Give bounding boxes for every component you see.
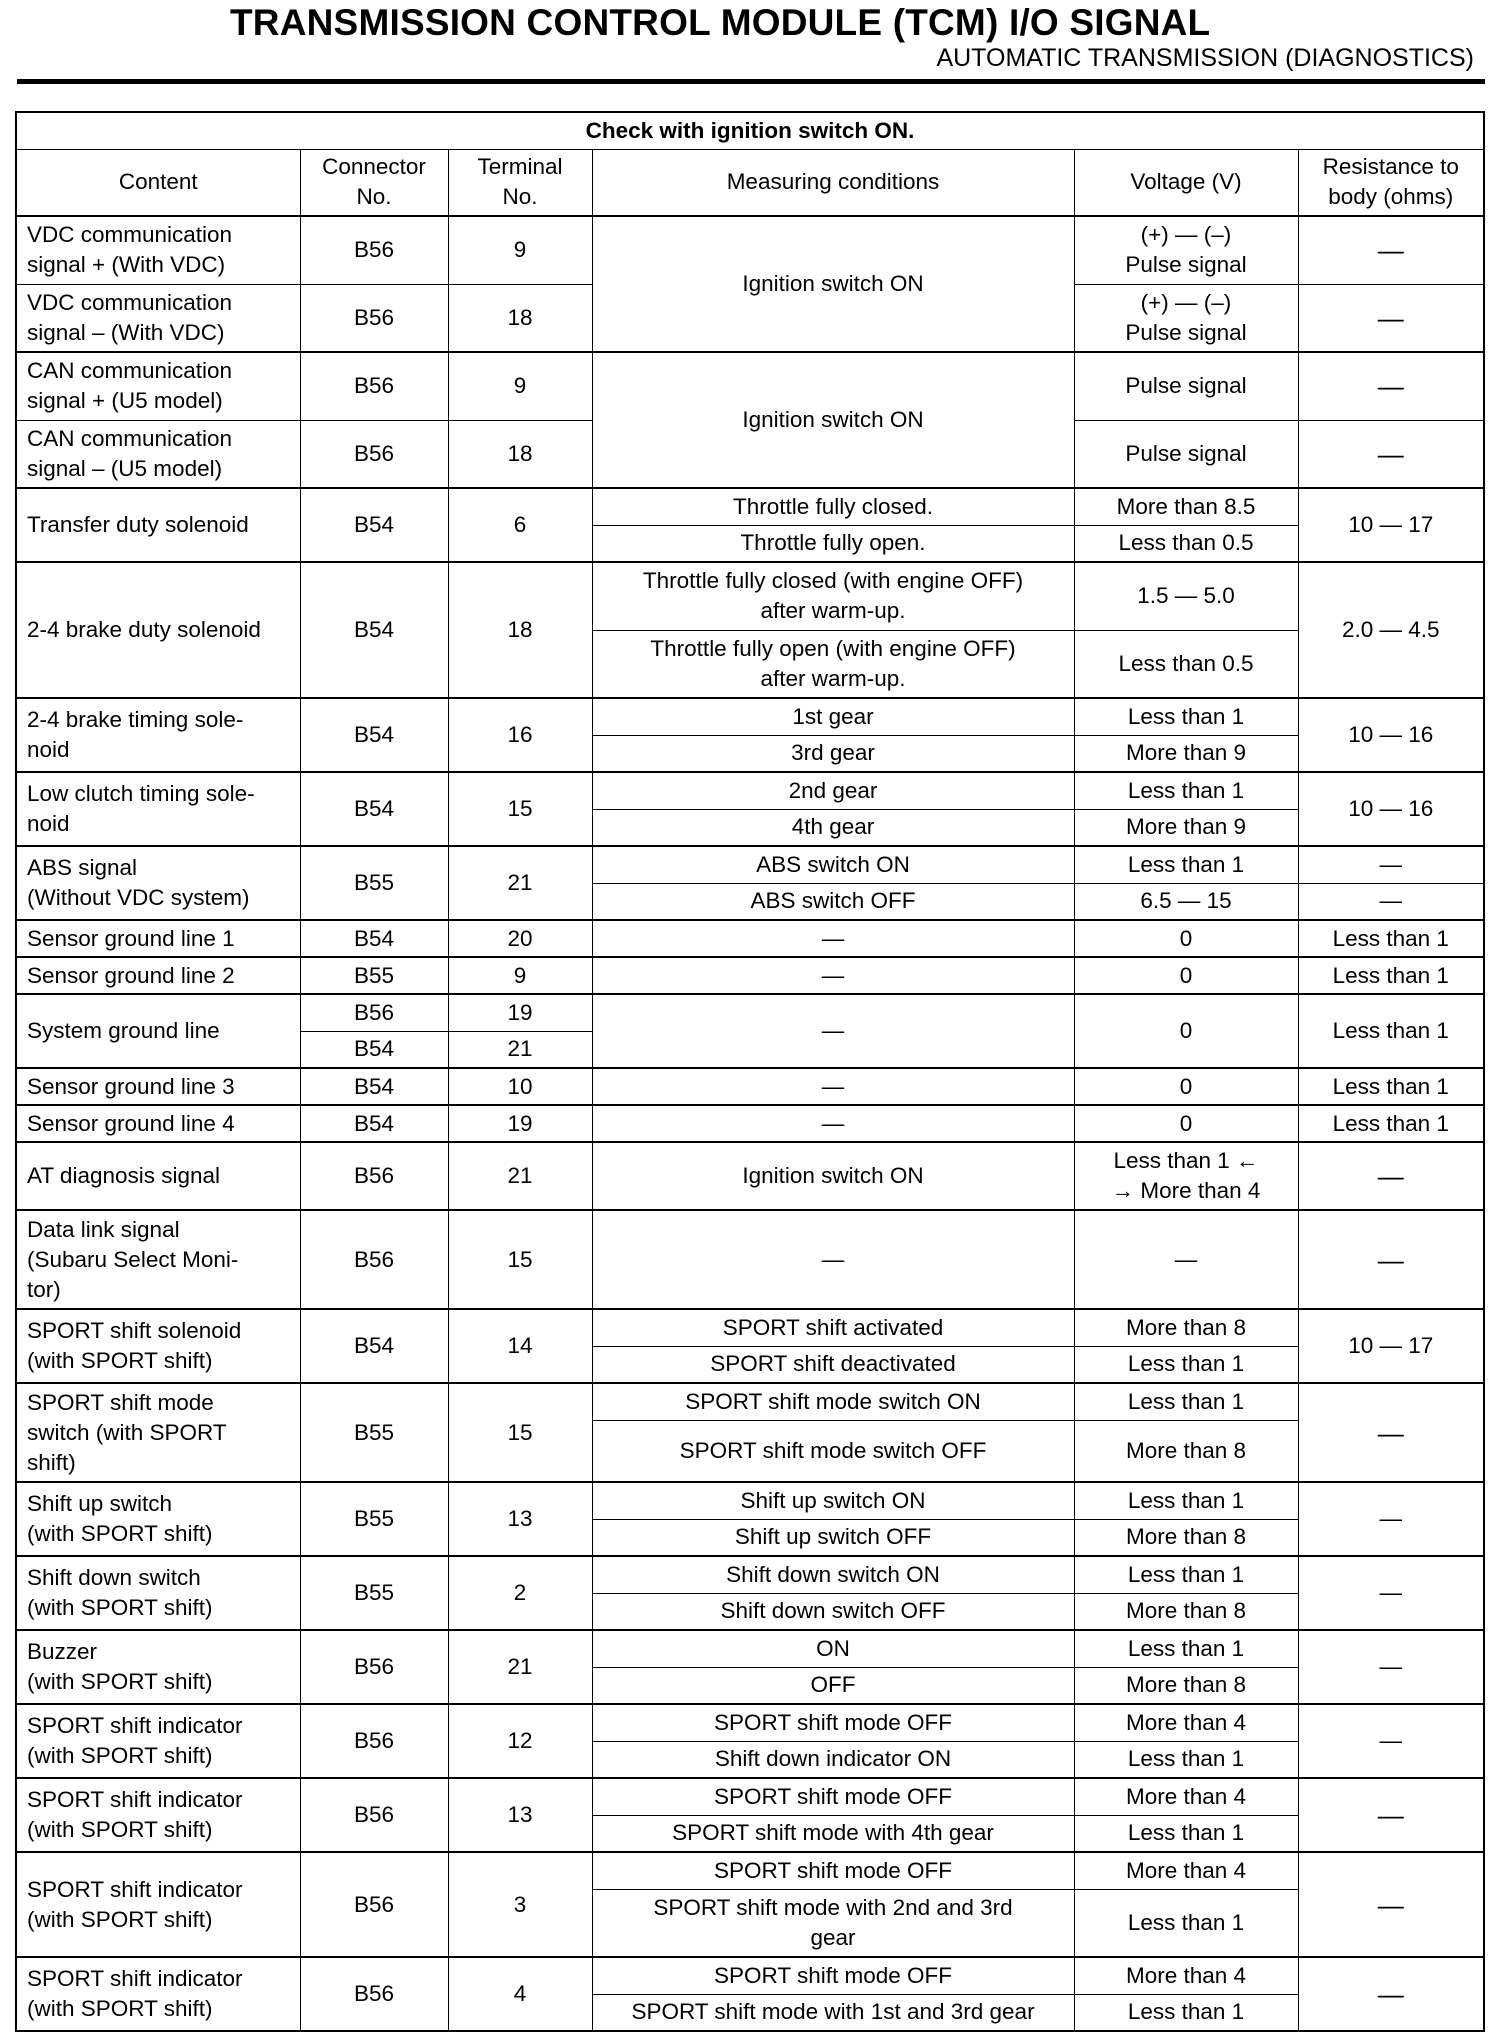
row-condition: Throttle fully closed. — [592, 488, 1074, 525]
row-resistance: — — [1298, 1383, 1484, 1482]
row-content: Data link signal (Subaru Select Moni- tor) — [16, 1210, 300, 1309]
row-condition: SPORT shift mode OFF — [592, 1852, 1074, 1889]
row-condition: Shift down indicator ON — [592, 1741, 1074, 1778]
row-condition: SPORT shift mode OFF — [592, 1778, 1074, 1815]
row-connector: B56 — [300, 1778, 448, 1852]
row-terminal: 3 — [448, 1852, 592, 1957]
row-condition: Shift down switch OFF — [592, 1593, 1074, 1630]
row-voltage: More than 8 — [1074, 1519, 1298, 1556]
row-connector: B54 — [300, 1068, 448, 1105]
row-resistance: — — [1298, 1210, 1484, 1309]
row-voltage: (+) — (–) Pulse signal — [1074, 216, 1298, 284]
row-condition: Ignition switch ON — [592, 216, 1074, 352]
row-connector: B55 — [300, 1556, 448, 1630]
row-content: VDC communication signal – (With VDC) — [16, 284, 300, 352]
row-voltage: 0 — [1074, 994, 1298, 1068]
row-content: Sensor ground line 2 — [16, 957, 300, 994]
row-content: SPORT shift indicator (with SPORT shift) — [16, 1704, 300, 1778]
row-connector: B54 — [300, 772, 448, 846]
row-resistance: — — [1298, 1704, 1484, 1778]
row-connector: B56 — [300, 994, 448, 1031]
row-condition: Shift up switch ON — [592, 1482, 1074, 1519]
row-condition: ON — [592, 1630, 1074, 1667]
row-terminal: 9 — [448, 216, 592, 284]
row-resistance: — — [1298, 1778, 1484, 1852]
column-header-terminal: Terminal No. — [448, 149, 592, 216]
row-content: Shift up switch (with SPORT shift) — [16, 1482, 300, 1556]
row-voltage: — — [1074, 1210, 1298, 1309]
row-connector: B56 — [300, 1210, 448, 1309]
row-condition: — — [592, 994, 1074, 1068]
row-condition: — — [592, 920, 1074, 957]
row-connector: B56 — [300, 1957, 448, 2031]
row-voltage: More than 9 — [1074, 735, 1298, 772]
row-condition: — — [592, 1068, 1074, 1105]
row-voltage: Less than 1 — [1074, 1889, 1298, 1957]
row-condition: Throttle fully open. — [592, 525, 1074, 562]
row-voltage: Less than 1 — [1074, 846, 1298, 883]
row-content: Buzzer (with SPORT shift) — [16, 1630, 300, 1704]
row-resistance: 2.0 — 4.5 — [1298, 562, 1484, 698]
row-terminal: 21 — [448, 1142, 592, 1210]
row-condition: SPORT shift activated — [592, 1309, 1074, 1346]
row-resistance: 10 — 16 — [1298, 698, 1484, 772]
column-header-conditions: Measuring conditions — [592, 149, 1074, 216]
row-voltage: Less than 1 — [1074, 1630, 1298, 1667]
io-signal-table — [15, 111, 1485, 2032]
row-terminal: 21 — [448, 846, 592, 920]
row-terminal: 18 — [448, 562, 592, 698]
row-voltage: More than 9 — [1074, 809, 1298, 846]
row-voltage: Pulse signal — [1074, 420, 1298, 488]
row-terminal: 13 — [448, 1482, 592, 1556]
row-content: SPORT shift indicator (with SPORT shift) — [16, 1852, 300, 1957]
column-header-resistance: Resistance to body (ohms) — [1298, 149, 1484, 216]
row-condition: 1st gear — [592, 698, 1074, 735]
row-condition: Shift up switch OFF — [592, 1519, 1074, 1556]
row-connector: B54 — [300, 1309, 448, 1383]
row-terminal: 15 — [448, 1383, 592, 1482]
row-voltage: More than 4 — [1074, 1852, 1298, 1889]
table-caption: Check with ignition switch ON. — [16, 112, 1484, 149]
row-terminal: 6 — [448, 488, 592, 562]
row-resistance: 10 — 17 — [1298, 1309, 1484, 1383]
row-resistance: — — [1298, 1142, 1484, 1210]
row-connector: B54 — [300, 562, 448, 698]
row-terminal: 15 — [448, 1210, 592, 1309]
row-resistance: Less than 1 — [1298, 920, 1484, 957]
row-connector: B56 — [300, 1704, 448, 1778]
row-terminal: 19 — [448, 994, 592, 1031]
row-content: ABS signal (Without VDC system) — [16, 846, 300, 920]
column-header-voltage: Voltage (V) — [1074, 149, 1298, 216]
row-voltage: Less than 1 — [1074, 1482, 1298, 1519]
row-resistance: — — [1298, 284, 1484, 352]
row-terminal: 18 — [448, 420, 592, 488]
row-content: Transfer duty solenoid — [16, 488, 300, 562]
row-voltage: 0 — [1074, 957, 1298, 994]
row-resistance: Less than 1 — [1298, 1105, 1484, 1142]
page-title: TRANSMISSION CONTROL MODULE (TCM) I/O SIGNAL — [230, 2, 1211, 43]
row-voltage: More than 8 — [1074, 1593, 1298, 1630]
row-resistance: — — [1298, 1482, 1484, 1556]
row-connector: B56 — [300, 1142, 448, 1210]
row-condition: ABS switch OFF — [592, 883, 1074, 920]
row-content: SPORT shift indicator (with SPORT shift) — [16, 1957, 300, 2031]
row-connector: B56 — [300, 1630, 448, 1704]
row-voltage: 6.5 — 15 — [1074, 883, 1298, 920]
row-resistance: Less than 1 — [1298, 994, 1484, 1068]
row-voltage: Pulse signal — [1074, 352, 1298, 420]
row-voltage: More than 8 — [1074, 1420, 1298, 1482]
row-condition: 2nd gear — [592, 772, 1074, 809]
row-resistance: — — [1298, 883, 1484, 920]
row-voltage: More than 4 — [1074, 1704, 1298, 1741]
row-connector: B55 — [300, 846, 448, 920]
row-condition: 3rd gear — [592, 735, 1074, 772]
row-connector: B54 — [300, 488, 448, 562]
row-voltage: More than 8 — [1074, 1667, 1298, 1704]
row-terminal: 21 — [448, 1630, 592, 1704]
row-condition: Ignition switch ON — [592, 352, 1074, 488]
row-terminal: 19 — [448, 1105, 592, 1142]
row-content: CAN communication signal – (U5 model) — [16, 420, 300, 488]
row-content: SPORT shift mode switch (with SPORT shift) — [16, 1383, 300, 1482]
row-content: Shift down switch (with SPORT shift) — [16, 1556, 300, 1630]
row-condition: SPORT shift mode with 4th gear — [592, 1815, 1074, 1852]
row-content: VDC communication signal + (With VDC) — [16, 216, 300, 284]
row-terminal: 14 — [448, 1309, 592, 1383]
row-terminal: 21 — [448, 1031, 592, 1068]
row-voltage: Less than 1 — [1074, 1383, 1298, 1420]
row-content: Sensor ground line 1 — [16, 920, 300, 957]
row-connector: B55 — [300, 957, 448, 994]
row-resistance: 10 — 16 — [1298, 772, 1484, 846]
row-voltage: 1.5 — 5.0 — [1074, 562, 1298, 630]
row-resistance: Less than 1 — [1298, 957, 1484, 994]
row-condition: SPORT shift mode switch ON — [592, 1383, 1074, 1420]
row-voltage: Less than 1 ← → More than 4 — [1074, 1142, 1298, 1210]
row-content: AT diagnosis signal — [16, 1142, 300, 1210]
row-content: CAN communication signal + (U5 model) — [16, 352, 300, 420]
row-voltage: 0 — [1074, 1068, 1298, 1105]
row-voltage: Less than 1 — [1074, 1346, 1298, 1383]
row-resistance: — — [1298, 1852, 1484, 1957]
row-resistance: — — [1298, 1630, 1484, 1704]
row-condition: Shift down switch ON — [592, 1556, 1074, 1593]
row-condition: OFF — [592, 1667, 1074, 1704]
row-connector: B54 — [300, 698, 448, 772]
row-condition: SPORT shift mode switch OFF — [592, 1420, 1074, 1482]
row-voltage: Less than 1 — [1074, 698, 1298, 735]
row-resistance: — — [1298, 216, 1484, 284]
column-header-content: Content — [16, 149, 300, 216]
row-terminal: 15 — [448, 772, 592, 846]
row-terminal: 10 — [448, 1068, 592, 1105]
row-condition: — — [592, 1105, 1074, 1142]
row-content: SPORT shift indicator (with SPORT shift) — [16, 1778, 300, 1852]
row-condition: SPORT shift mode with 1st and 3rd gear — [592, 1994, 1074, 2031]
row-voltage: More than 4 — [1074, 1778, 1298, 1815]
row-terminal: 12 — [448, 1704, 592, 1778]
row-connector: B56 — [300, 216, 448, 284]
row-connector: B55 — [300, 1482, 448, 1556]
row-connector: B56 — [300, 420, 448, 488]
row-terminal: 9 — [448, 957, 592, 994]
row-terminal: 13 — [448, 1778, 592, 1852]
row-condition: SPORT shift deactivated — [592, 1346, 1074, 1383]
row-connector: B54 — [300, 920, 448, 957]
row-condition: ABS switch ON — [592, 846, 1074, 883]
row-connector: B56 — [300, 1852, 448, 1957]
row-connector: B54 — [300, 1105, 448, 1142]
row-connector: B56 — [300, 284, 448, 352]
row-content: Sensor ground line 3 — [16, 1068, 300, 1105]
row-voltage: 0 — [1074, 1105, 1298, 1142]
row-resistance: — — [1298, 1957, 1484, 2031]
row-voltage: More than 8.5 — [1074, 488, 1298, 525]
row-condition: SPORT shift mode with 2nd and 3rd gear — [592, 1889, 1074, 1957]
row-voltage: (+) — (–) Pulse signal — [1074, 284, 1298, 352]
row-voltage: 0 — [1074, 920, 1298, 957]
row-terminal: 18 — [448, 284, 592, 352]
row-resistance: — — [1298, 1556, 1484, 1630]
row-condition: 4th gear — [592, 809, 1074, 846]
row-terminal: 2 — [448, 1556, 592, 1630]
row-voltage: Less than 0.5 — [1074, 630, 1298, 698]
row-resistance: Less than 1 — [1298, 1068, 1484, 1105]
section-subtitle: AUTOMATIC TRANSMISSION (DIAGNOSTICS) — [936, 44, 1474, 72]
row-content: Low clutch timing sole- noid — [16, 772, 300, 846]
row-condition: SPORT shift mode OFF — [592, 1957, 1074, 1994]
row-content: SPORT shift solenoid (with SPORT shift) — [16, 1309, 300, 1383]
row-voltage: Less than 1 — [1074, 1556, 1298, 1593]
row-resistance: — — [1298, 846, 1484, 883]
row-terminal: 16 — [448, 698, 592, 772]
row-voltage: Less than 1 — [1074, 1994, 1298, 2031]
row-voltage: Less than 1 — [1074, 1741, 1298, 1778]
row-connector: B55 — [300, 1383, 448, 1482]
row-terminal: 9 — [448, 352, 592, 420]
row-condition: Throttle fully open (with engine OFF) after warm-up. — [592, 630, 1074, 698]
row-content: 2-4 brake timing sole- noid — [16, 698, 300, 772]
row-connector: B54 — [300, 1031, 448, 1068]
row-condition: Ignition switch ON — [592, 1142, 1074, 1210]
row-condition: SPORT shift mode OFF — [592, 1704, 1074, 1741]
row-terminal: 4 — [448, 1957, 592, 2031]
row-content: Sensor ground line 4 — [16, 1105, 300, 1142]
header-rule — [17, 79, 1485, 84]
column-header-connector: Connector No. — [300, 149, 448, 216]
row-terminal: 20 — [448, 920, 592, 957]
row-connector: B56 — [300, 352, 448, 420]
row-voltage: Less than 1 — [1074, 772, 1298, 809]
row-resistance: — — [1298, 420, 1484, 488]
row-condition: Throttle fully closed (with engine OFF) after warm-up. — [592, 562, 1074, 630]
row-voltage: More than 8 — [1074, 1309, 1298, 1346]
row-voltage: Less than 0.5 — [1074, 525, 1298, 562]
row-condition: — — [592, 957, 1074, 994]
row-resistance: 10 — 17 — [1298, 488, 1484, 562]
row-condition: — — [592, 1210, 1074, 1309]
row-voltage: Less than 1 — [1074, 1815, 1298, 1852]
row-voltage: More than 4 — [1074, 1957, 1298, 1994]
row-content: System ground line — [16, 994, 300, 1068]
row-resistance: — — [1298, 352, 1484, 420]
row-content: 2-4 brake duty solenoid — [16, 562, 300, 698]
